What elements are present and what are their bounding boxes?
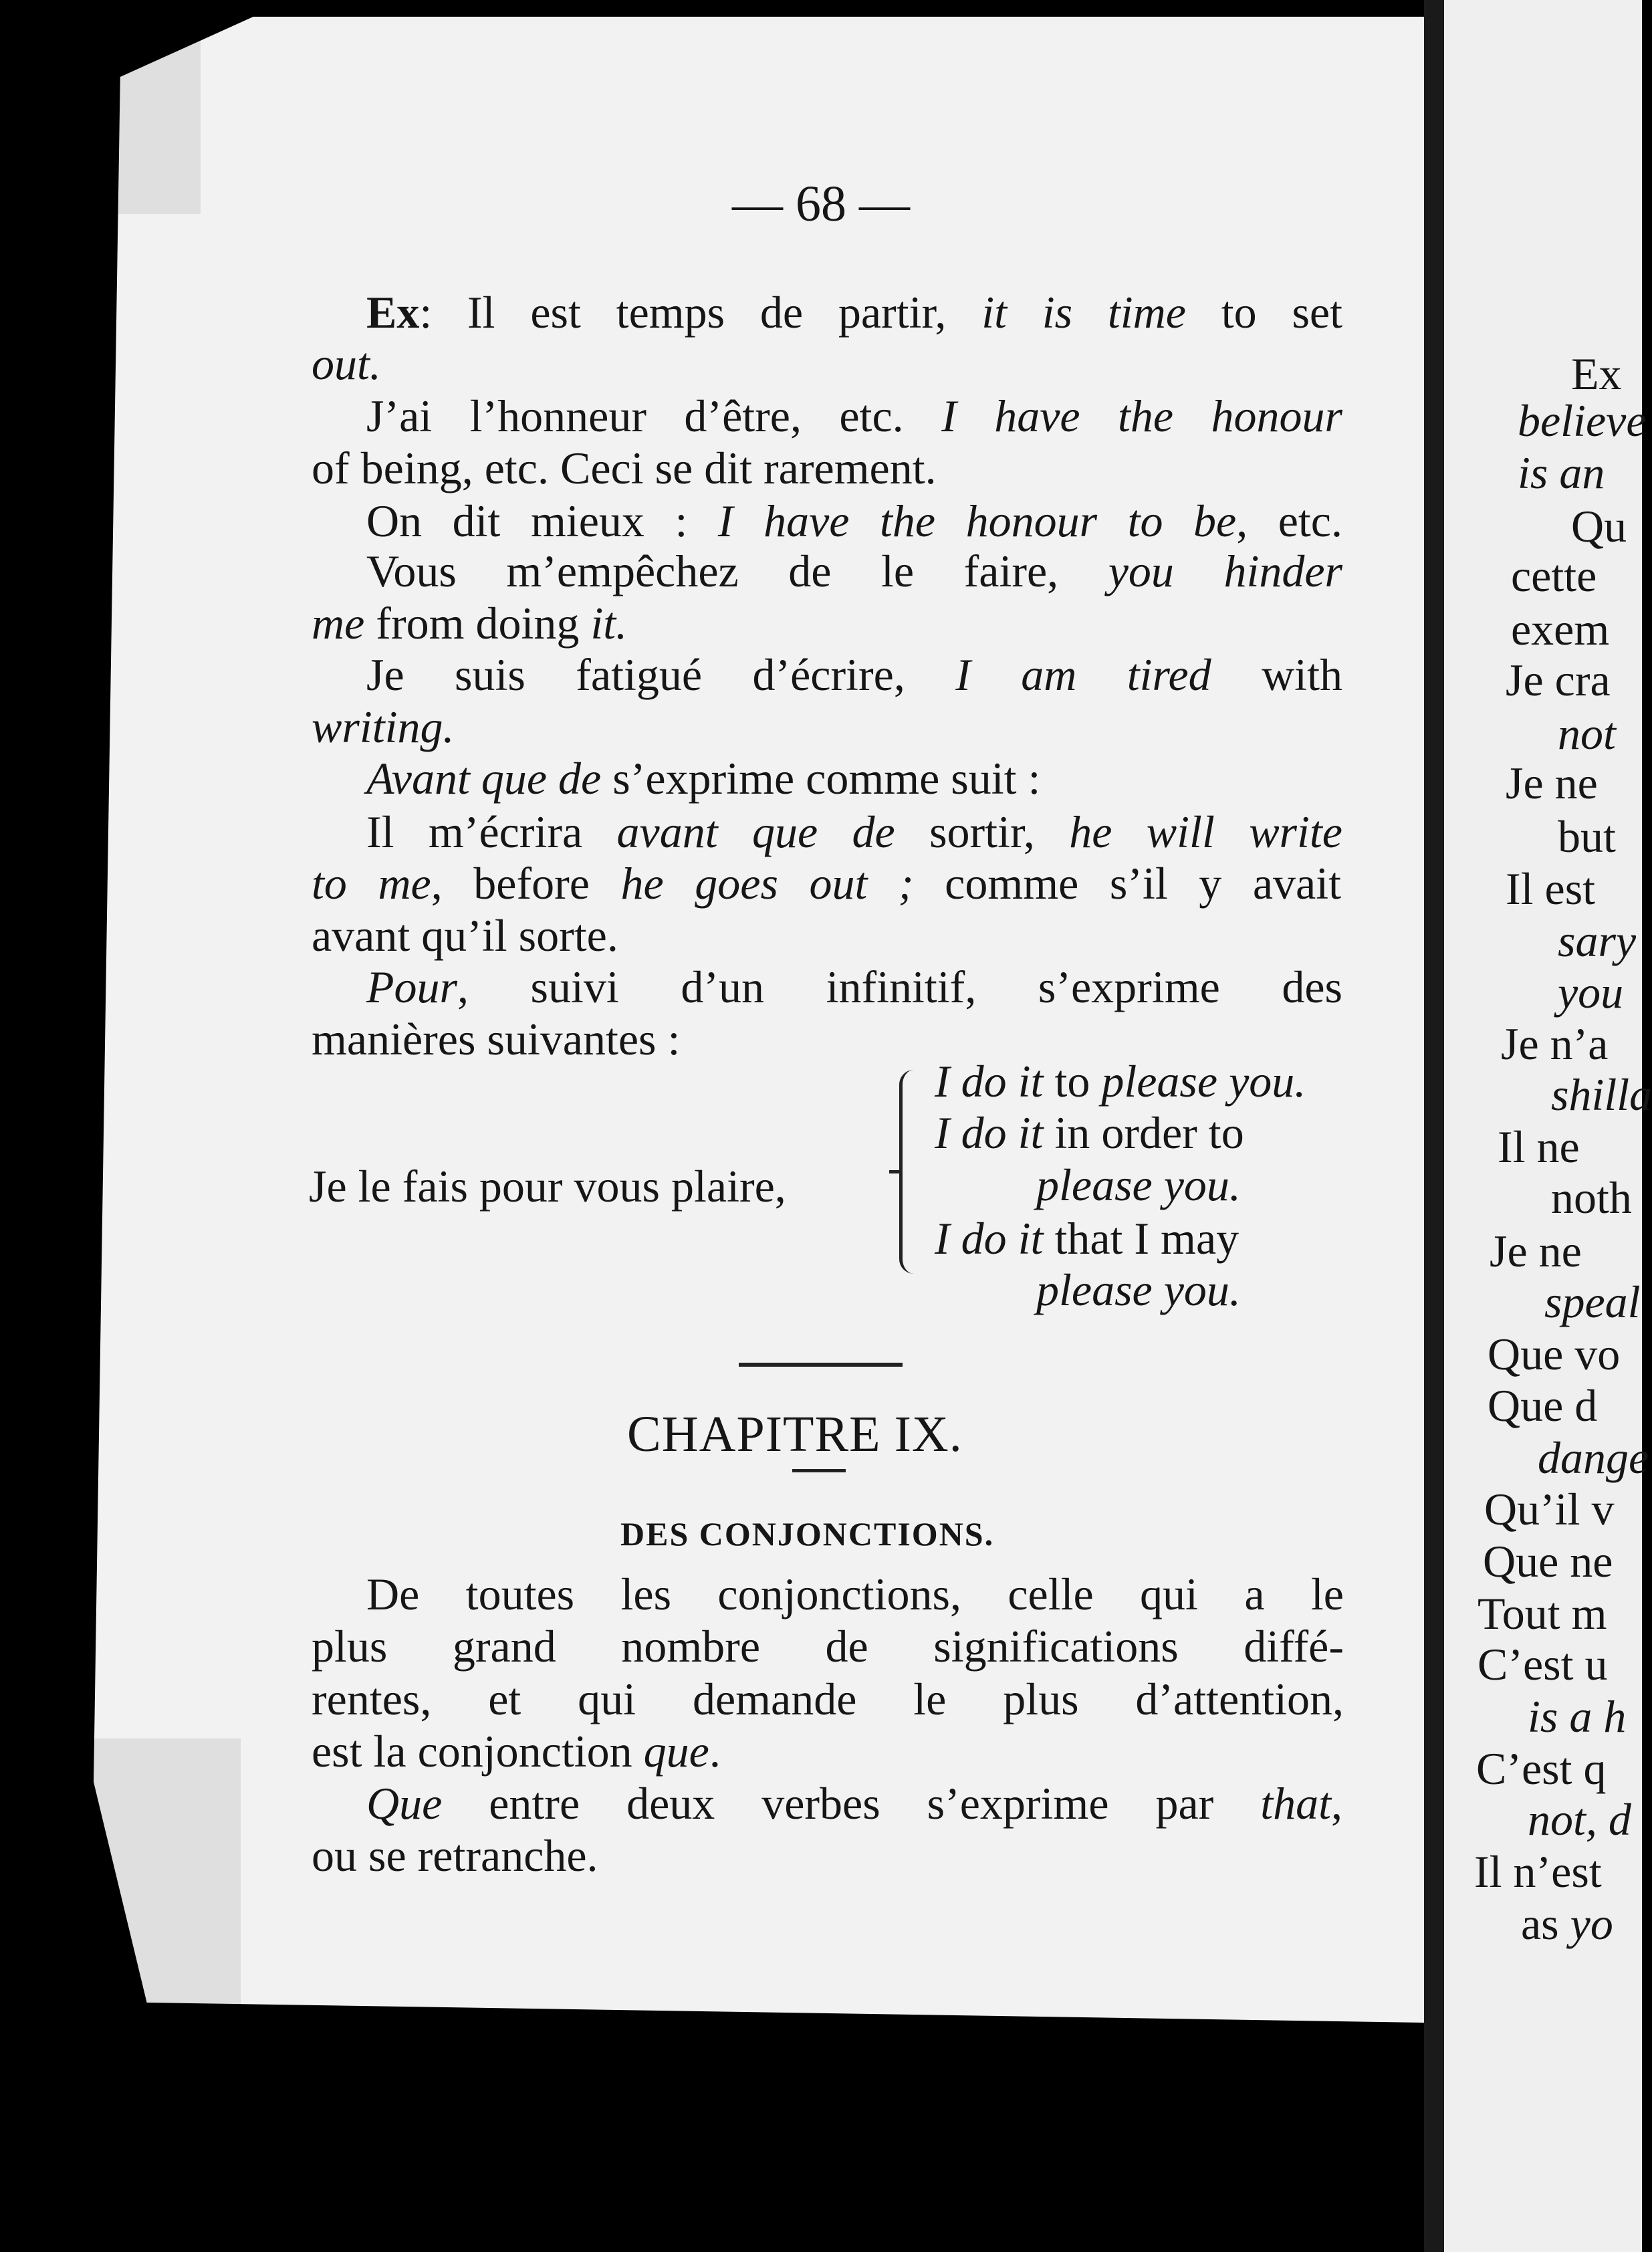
text-run: Il n’est	[1474, 1846, 1602, 1897]
text-run: please you.	[1101, 1056, 1306, 1107]
que-line1	[366, 1777, 1342, 1829]
right-page-fragment	[1488, 1328, 1620, 1380]
text-run: avant que de	[616, 806, 895, 857]
example-left-text: Je le fais pour vous plaire,	[309, 1161, 786, 1212]
text-run: est la conjonction	[312, 1726, 644, 1777]
text-run: Qu	[1571, 501, 1627, 552]
brace	[899, 1070, 923, 1274]
text-run: out.	[312, 338, 381, 389]
text-run: I do it	[935, 1213, 1044, 1264]
right-page-fragment	[1518, 395, 1647, 447]
text-run: I do it	[935, 1107, 1044, 1158]
text-run: from doing	[364, 598, 591, 649]
text-run: with	[1211, 649, 1342, 700]
text-run: exem	[1511, 604, 1610, 655]
text-run: Avant que de	[366, 753, 602, 804]
right-page-fragment	[1483, 1535, 1613, 1587]
text-run: I am tired	[955, 649, 1211, 700]
right-page-fragment	[1538, 1432, 1649, 1484]
right-page-fragment	[1511, 550, 1597, 602]
right-page-fragment	[1476, 1742, 1607, 1795]
ecrira-line3	[312, 909, 618, 962]
text-run: manières suivantes :	[312, 1014, 681, 1064]
text-run: of being, etc. Ceci se dit rarement.	[312, 443, 937, 493]
right-page-fragment	[1506, 654, 1611, 706]
right-page-fragment	[1484, 1483, 1615, 1535]
example-option	[1036, 1159, 1241, 1211]
text-run: to set	[1185, 287, 1342, 338]
right-page-fragment	[1518, 447, 1605, 499]
text-run: Qu’il v	[1484, 1484, 1615, 1535]
text-run: Je suis fatigué d’écrire,	[366, 649, 956, 700]
ex-line1	[366, 286, 1342, 338]
text-run: Ex	[1571, 348, 1622, 399]
text-run: Vous m’empêchez de le faire,	[366, 546, 1108, 596]
right-page-fragment	[1498, 1121, 1580, 1173]
text-run: ,	[1331, 1778, 1342, 1829]
right-page-fragment	[1558, 707, 1616, 760]
right-page-fragment	[1551, 1068, 1652, 1121]
text-run: rentes, et qui demande le plus d’attention,	[312, 1674, 1344, 1724]
ecrira-line1	[366, 806, 1342, 858]
right-page-fragment	[1558, 810, 1616, 863]
text-run: entre deux verbes s’exprime par	[442, 1778, 1261, 1829]
ex-line2	[312, 338, 381, 390]
text-run: shilla	[1551, 1069, 1652, 1120]
text-run: Que	[366, 1778, 443, 1829]
text-run: it is time	[981, 287, 1186, 338]
text-run: : Il est temps de partir,	[419, 287, 982, 338]
text-run: Pour	[366, 962, 457, 1012]
right-page-fragment	[1511, 603, 1609, 655]
text-run: sortir,	[895, 806, 1070, 857]
text-run: yo	[1570, 1898, 1613, 1949]
honneur-line2	[312, 442, 937, 494]
right-page-fragment	[1571, 348, 1622, 400]
text-run: not, d	[1528, 1794, 1631, 1845]
text-run: to me	[312, 858, 431, 909]
right-page-fragment	[1544, 1276, 1641, 1328]
text-run: De toutes les conjonctions, celle qui a le	[366, 1569, 1344, 1619]
text-run: avant qu’il sorte.	[312, 910, 618, 961]
text-run: that I may	[1043, 1213, 1240, 1264]
text-run: , etc.	[1236, 495, 1342, 546]
text-run: plus grand nombre de significations diffé-	[312, 1621, 1344, 1672]
fatigue-line1	[366, 649, 1342, 701]
text-run: you	[1558, 967, 1624, 1018]
text-run: Que d	[1488, 1380, 1598, 1431]
conj-line3	[312, 1673, 1344, 1725]
text-run: I have the honour to be	[717, 495, 1237, 546]
right-page-fragment	[1506, 757, 1598, 809]
text-run: ou se retranche.	[312, 1830, 598, 1881]
right-page-fragment	[1478, 1638, 1608, 1690]
text-run: comme s’il y avait	[913, 858, 1341, 909]
text-run: not	[1558, 708, 1616, 759]
text-run: believe	[1518, 395, 1647, 446]
right-page-fragment	[1488, 1379, 1597, 1432]
text-run: C’est q	[1476, 1743, 1607, 1794]
conj-line1	[366, 1568, 1344, 1620]
chapter-rule	[739, 1363, 903, 1367]
example-option	[935, 1107, 1244, 1159]
text-run: sary	[1558, 915, 1637, 966]
right-page-fragment	[1528, 1793, 1631, 1845]
right-page-fragment	[1558, 966, 1623, 1018]
right-page-fragment	[1501, 1018, 1608, 1070]
text-run: J’ai l’honneur d’être, etc.	[366, 390, 942, 441]
text-run: he goes out ;	[620, 858, 914, 909]
text-run: I have the honour	[941, 390, 1342, 441]
example-option	[935, 1212, 1239, 1264]
text-run: Il est	[1506, 863, 1596, 914]
conj-line4	[312, 1725, 721, 1777]
text-run: cette	[1511, 550, 1597, 601]
text-run: it.	[590, 598, 628, 649]
text-run: s’exprime comme suit :	[601, 753, 1041, 804]
right-page-fragment	[1558, 915, 1636, 967]
text-run: .	[709, 1726, 721, 1777]
text-run: Que ne	[1483, 1536, 1613, 1587]
page-corner-fold	[94, 40, 201, 214]
right-page-fragment	[1490, 1225, 1582, 1277]
text-run: me	[312, 598, 365, 649]
text-run: to	[1043, 1056, 1102, 1107]
que-line2	[312, 1829, 598, 1882]
example-option	[935, 1055, 1306, 1107]
text-run: dange	[1538, 1432, 1649, 1483]
text-run: C’est u	[1478, 1639, 1608, 1690]
text-run: Il ne	[1498, 1121, 1580, 1172]
brace-tip	[889, 1170, 901, 1173]
ecrira-line2	[312, 857, 1341, 909]
right-page-fragment	[1571, 500, 1627, 552]
example-option	[1036, 1264, 1241, 1316]
text-run: he will write	[1069, 806, 1342, 857]
text-run: que	[643, 1726, 709, 1777]
text-run: is a h	[1528, 1691, 1627, 1742]
text-run: please you.	[1036, 1159, 1241, 1210]
text-run: On dit mieux :	[366, 495, 718, 546]
text-run: I do it	[935, 1056, 1044, 1107]
avant-line	[366, 752, 1040, 804]
text-run: writing.	[312, 701, 455, 752]
mieux-line	[366, 495, 1342, 547]
text-run: Tout m	[1478, 1588, 1607, 1639]
text-run: Ex	[366, 287, 420, 338]
text-run: is an	[1518, 447, 1605, 498]
text-run: you hinder	[1108, 546, 1342, 596]
text-run: that	[1260, 1778, 1331, 1829]
right-page-fragment	[1528, 1690, 1626, 1742]
page-edge-wear	[94, 1738, 241, 2006]
text-run: as	[1521, 1898, 1570, 1949]
text-run: please you.	[1036, 1264, 1241, 1315]
right-page-fragment	[1506, 863, 1595, 915]
page-gutter	[1424, 0, 1444, 2252]
text-run: noth	[1551, 1172, 1632, 1223]
text-run: speal	[1544, 1276, 1641, 1327]
text-run: in order to	[1043, 1107, 1244, 1158]
fatigue-line2	[312, 701, 455, 753]
right-page-fragment	[1478, 1587, 1607, 1640]
pour-line1	[366, 961, 1342, 1013]
empechez-line2	[312, 597, 627, 649]
chapter-dash	[792, 1469, 846, 1472]
conj-line2	[312, 1620, 1344, 1672]
text-run: Je n’a	[1501, 1018, 1609, 1069]
section-title: DES CONJONCTIONS.	[620, 1515, 995, 1553]
right-page-fragment	[1521, 1898, 1613, 1950]
text-run: Je ne	[1490, 1226, 1582, 1276]
right-page-fragment	[1551, 1171, 1632, 1224]
pour-line2	[312, 1013, 680, 1065]
text-run: , suivi d’un infinitif, s’exprime des	[457, 962, 1342, 1012]
honneur-line1	[366, 390, 1342, 442]
text-run: , before	[431, 858, 621, 909]
chapter-title: CHAPITRE IX.	[627, 1406, 963, 1462]
page-number: — 68 —	[732, 176, 910, 232]
text-run: Il m’écrira	[366, 806, 617, 857]
text-run: Que vo	[1488, 1329, 1621, 1379]
right-page-fragment	[1474, 1845, 1602, 1898]
text-run: Je cra	[1506, 655, 1611, 705]
text-run: Je ne	[1506, 758, 1598, 808]
text-run: but	[1558, 811, 1616, 862]
empechez-line1	[366, 545, 1342, 597]
